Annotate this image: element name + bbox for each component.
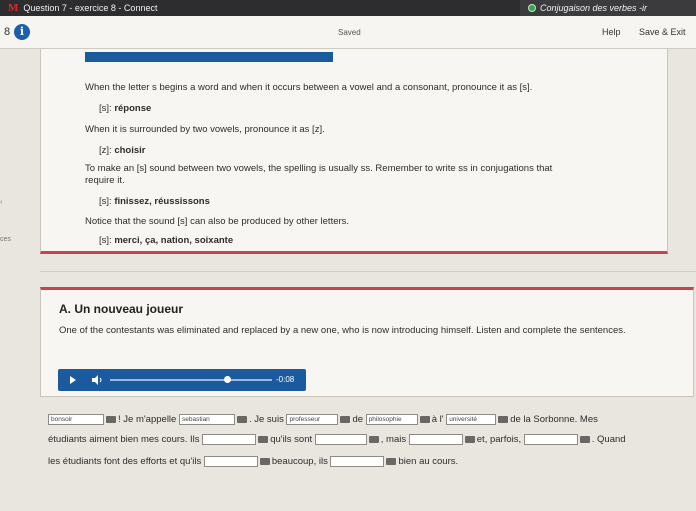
answer-blank[interactable] [330, 456, 384, 467]
answer-blank[interactable]: université [446, 414, 496, 425]
exercise-instructions: One of the contestants was eliminated and replaced by a new one, who is now introducing himself. Listen and complete the sentences. [59, 325, 626, 336]
exercise-title: A. Un nouveau joueur [59, 302, 184, 316]
audio-progress-track[interactable] [110, 379, 272, 381]
browser-tab-secondary[interactable] [520, 0, 696, 16]
keyboard-icon[interactable] [369, 436, 379, 443]
tab-favicon-icon [528, 4, 536, 12]
rule-z: When it is surrounded by two vowels, pronounce it as [z]. [85, 124, 325, 135]
fill-row-2 [48, 434, 693, 445]
rule-s-initial: When the letter s begins a word and when it occurs between a vowel and a consonant, pronounce it as [s]. [85, 82, 533, 93]
audio-player [58, 369, 306, 391]
sentence-text: , mais [380, 434, 407, 446]
answer-blank[interactable]: professeur [286, 414, 338, 425]
info-icon[interactable]: i [14, 24, 30, 40]
answer-blank[interactable] [409, 434, 463, 445]
sentence-text: bien au cours. [398, 456, 459, 468]
audio-time-remaining: -0:08 [276, 375, 295, 384]
sentence-text: étudiants aiment bien mes cours. Ils [48, 434, 200, 446]
tab-title: Question 7 - exercice 8 - Connect [23, 3, 158, 13]
example-other-letters: [s]: merci, ça, nation, soixante [99, 235, 234, 246]
answer-blank[interactable]: philosophie [366, 414, 418, 425]
help-button[interactable]: Help [602, 27, 621, 37]
answer-blank[interactable] [202, 434, 256, 445]
keyboard-icon[interactable] [106, 416, 116, 423]
explanation-header-strip [85, 52, 333, 62]
keyboard-icon[interactable] [465, 436, 475, 443]
answer-blank[interactable] [315, 434, 367, 445]
mcgraw-logo-icon: M [8, 2, 19, 14]
section-divider [40, 271, 696, 272]
fill-row-3 [48, 456, 693, 467]
example-ss: [s]: finissez, réussissons [99, 196, 210, 207]
fill-row-1 [48, 414, 693, 425]
keyboard-icon[interactable] [340, 416, 350, 423]
rule-other-letters: Notice that the sound [s] can also be produced by other letters. [85, 216, 350, 227]
answer-blank[interactable]: sebastian [179, 414, 235, 425]
keyboard-icon[interactable] [498, 416, 508, 423]
keyboard-icon[interactable] [386, 458, 396, 465]
sentence-text: ! Je m'appelle [118, 414, 177, 426]
volume-icon[interactable] [92, 375, 104, 385]
save-exit-button[interactable]: Save & Exit [639, 27, 686, 37]
sentence-text: les étudiants font des efforts et qu'ils [48, 456, 202, 468]
answer-blank[interactable] [524, 434, 578, 445]
sentence-text: à l' [431, 414, 444, 426]
audio-progress-handle[interactable] [224, 376, 231, 383]
keyboard-icon[interactable] [580, 436, 590, 443]
sentence-text: qu'ils sont [270, 434, 313, 446]
answer-blank[interactable] [204, 456, 258, 467]
sentence-text: et, parfois, [476, 434, 522, 446]
example-s: [s]: réponse [99, 103, 152, 114]
sentence-text: . Je suis [248, 414, 284, 426]
rule-ss-line2: require it. [85, 175, 125, 186]
play-icon[interactable] [70, 376, 76, 384]
question-number: 8 [4, 26, 11, 38]
browser-tab-active[interactable] [0, 0, 520, 16]
save-status: Saved [338, 28, 361, 37]
app-header [0, 16, 696, 49]
keyboard-icon[interactable] [260, 458, 270, 465]
keyboard-icon[interactable] [420, 416, 430, 423]
left-edge-mark: ‹ [0, 199, 3, 206]
answer-blank[interactable]: bonsoir [48, 414, 104, 425]
tab-title-secondary: Conjugaison des verbes -ir [540, 3, 648, 13]
sentence-text: de [352, 414, 364, 426]
keyboard-icon[interactable] [258, 436, 268, 443]
sentence-text: beaucoup, ils [271, 456, 328, 468]
rule-ss-line1: To make an [s] sound between two vowels, the spelling is usually ss. Remember to write ss in conjugations that [85, 163, 553, 174]
sentence-text: de la Sorbonne. Mes [510, 414, 598, 426]
left-edge-text: ces [0, 236, 11, 243]
keyboard-icon[interactable] [237, 416, 247, 423]
explanation-card [40, 49, 668, 254]
sentence-text: . Quand [591, 434, 626, 446]
browser-tab-bar [0, 0, 696, 16]
example-z: [z]: choisir [99, 145, 146, 156]
